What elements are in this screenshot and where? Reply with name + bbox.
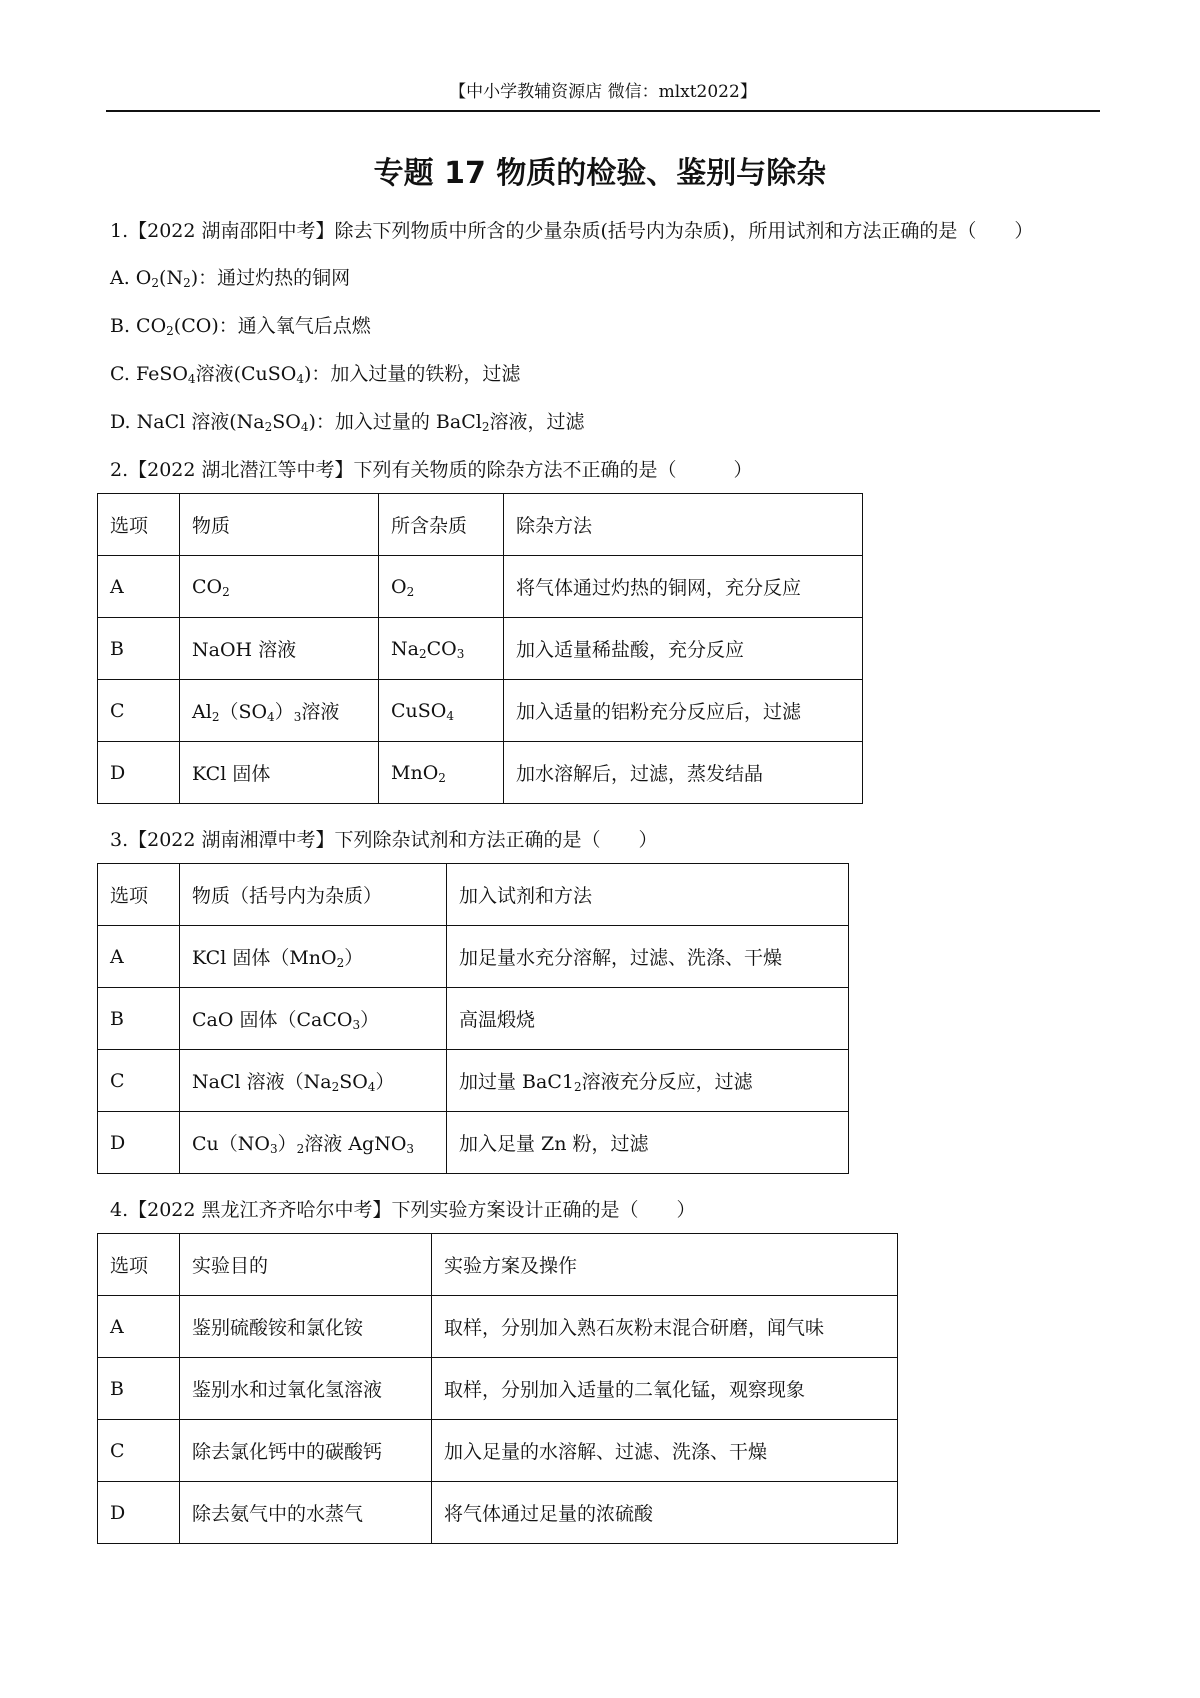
subscript: 2 [151,276,160,290]
text-segment: 溶液，过滤 [489,411,585,433]
subscript: 3 [352,1018,361,1032]
text-segment: (N [159,267,184,289]
text-segment: ） [274,701,294,723]
q2-stem: 2.【2022 湖北潜江等中考】下列有关物质的除杂方法不正确的是（ ） [110,459,753,481]
text-segment: D. NaCl 溶液(Na [110,411,265,433]
table-cell [180,742,379,804]
q1-option-b [110,313,371,339]
text-segment: KCl 固体 [192,763,271,785]
table-row [98,680,863,742]
q1-option-c [110,361,520,387]
table-cell [447,1050,849,1112]
table-cell [98,988,180,1050]
table-cell [98,742,180,804]
table-cell [379,556,504,618]
text-segment: )：加入过量的铁粉，过滤 [303,363,521,385]
page-title: 专题 17 物质的检验、鉴别与除杂 [373,156,827,191]
table-cell [98,1296,180,1358]
table-cell [98,618,180,680]
subscript: 2 [481,420,490,434]
text-segment: A [110,1315,124,1338]
table-row [98,1296,898,1358]
text-segment: B [110,1007,124,1030]
q3-table [97,863,849,1174]
text-segment: 高温煅烧 [459,1009,536,1031]
q1-option-d [110,409,585,435]
text-segment: NaCl 溶液（Na [192,1071,332,1093]
table-cell [504,494,863,556]
table-row [98,988,849,1050]
text-segment: 加过量 BaC1 [459,1071,574,1093]
subscript: 2 [211,710,220,724]
table-cell [98,1050,180,1112]
text-segment: ） [277,1133,297,1155]
text-segment: A [110,945,124,968]
text-segment: 加水溶解后，过滤，蒸发结晶 [516,763,764,785]
subscript: 2 [336,956,345,970]
subscript: 2 [406,584,415,599]
text-segment: A. O [110,267,152,289]
text-segment: B [110,637,124,660]
subscript: 4 [367,1080,376,1094]
text-segment: 溶液(CuSO [195,363,297,385]
text-segment: (CO)：通入氧气后点燃 [173,315,371,337]
text-segment: 加入适量的铝粉充分反应后，过滤 [516,701,802,723]
table-cell [432,1358,898,1420]
table-row [98,556,863,618]
subscript: 2 [183,276,191,290]
text-segment: 除去氨气中的水蒸气 [192,1503,364,1525]
table-cell [379,618,504,680]
text-segment: ） [344,947,364,969]
text-segment: 将气体通过灼热的铜网，充分反应 [516,577,802,599]
table-cell [98,1112,180,1174]
q4-table-body [98,1234,898,1544]
text-segment: B [110,1377,124,1400]
text-segment: CaO 固体（CaCO [192,1009,353,1031]
page-header: 【中小学教辅资源店 微信：mlxt2022】 [449,82,757,102]
table-cell [447,988,849,1050]
table-row [98,618,863,680]
text-segment: 加入足量 Zn 粉，过滤 [459,1133,649,1155]
table-cell [180,1296,432,1358]
subscript: 3 [406,1142,415,1156]
table-cell [180,988,447,1050]
table-cell [180,618,379,680]
table-cell [447,1112,849,1174]
table-cell [180,1420,432,1482]
subscript: 2 [264,420,273,434]
text-segment: A [110,575,124,598]
table-cell [432,1420,898,1482]
text-segment: 将气体通过足量的浓硫酸 [444,1503,654,1525]
table-row [98,926,849,988]
text-segment: C [110,1069,125,1092]
table-cell [180,926,447,988]
table-cell [98,864,180,926]
text-segment: 除去氯化钙中的碳酸钙 [192,1441,383,1463]
q3-table-body [98,864,849,1174]
table-cell [98,1234,180,1296]
text-segment: CO [192,575,223,598]
text-segment: 物质（括号内为杂质） [192,885,383,907]
subscript: 3 [269,1142,278,1156]
table-cell [504,556,863,618]
table-header-row [98,864,849,926]
table-row [98,1420,898,1482]
table-row [98,1358,898,1420]
table-cell [98,680,180,742]
text-segment: CO [426,637,457,660]
table-cell [98,1358,180,1420]
table-cell [504,618,863,680]
table-cell [379,742,504,804]
text-segment: 加入适量稀盐酸，充分反应 [516,639,745,661]
table-cell [180,556,379,618]
text-segment: B. CO [110,315,167,337]
text-segment: 选项 [110,515,149,537]
subscript: 4 [267,710,275,724]
table-cell [98,1482,180,1544]
text-segment: ） [360,1009,380,1031]
text-segment: NaOH 溶液 [192,639,297,661]
subscript: 2 [166,324,174,338]
subscript: 4 [300,420,309,434]
subscript: 2 [573,1080,582,1094]
text-segment: 取样，分别加入适量的二氧化锰，观察现象 [444,1379,806,1401]
text-segment: 实验目的 [192,1255,269,1277]
text-segment: 加足量水充分溶解，过滤、洗涤、干燥 [459,947,783,969]
text-segment: 所含杂质 [391,515,468,537]
q1-stem: 1.【2022 湖南邵阳中考】除去下列物质中所含的少量杂质(括号内为杂质)，所用试剂和方法正确的是（ ） [110,220,1034,242]
subscript: 4 [296,372,304,386]
header-divider [106,110,1100,112]
text-segment: MnO [391,761,439,784]
text-segment: （SO [219,701,268,723]
text-segment: 加入试剂和方法 [459,885,593,907]
text-segment: 除杂方法 [516,515,593,537]
text-segment: )：通过灼热的铜网 [190,267,351,289]
table-cell [180,1358,432,1420]
q2-table-body [98,494,863,804]
table-cell [379,494,504,556]
subscript: 2 [222,584,230,599]
table-cell [180,494,379,556]
table-cell [180,1050,447,1112]
text-segment: )：加入过量的 BaCl [308,411,482,433]
subscript: 2 [418,646,427,661]
table-cell [504,742,863,804]
subscript: 3 [293,710,302,724]
table-cell [379,680,504,742]
text-segment: SO [339,1071,368,1093]
table-header-row [98,1234,898,1296]
text-segment: 实验方案及操作 [444,1255,578,1277]
text-segment: C. FeSO [110,363,188,385]
table-cell [180,1234,432,1296]
table-cell [432,1482,898,1544]
text-segment: 选项 [110,885,149,907]
table-cell [98,556,180,618]
text-segment: 物质 [192,515,231,537]
text-segment: Cu（NO [192,1133,270,1155]
text-segment: C [110,699,125,722]
table-cell [432,1296,898,1358]
text-segment: D [110,761,126,784]
q4-stem: 4.【2022 黑龙江齐齐哈尔中考】下列实验方案设计正确的是（ ） [110,1199,696,1221]
subscript: 4 [446,708,455,723]
text-segment: KCl 固体（MnO [192,947,337,969]
text-segment: CuSO [391,699,447,722]
text-segment: Na [391,637,419,660]
subscript: 4 [187,372,196,386]
text-segment: 鉴别水和过氧化氢溶液 [192,1379,383,1401]
table-cell [98,1420,180,1482]
table-cell [98,926,180,988]
table-cell [432,1234,898,1296]
table-cell [447,926,849,988]
subscript: 2 [438,770,446,785]
subscript: 3 [456,646,465,661]
table-header-row [98,494,863,556]
q1-option-a [110,265,350,291]
text-segment: D [110,1131,126,1154]
text-segment: D [110,1501,126,1524]
table-row [98,1112,849,1174]
text-segment: 选项 [110,1255,149,1277]
table-row [98,1050,849,1112]
q4-table [97,1233,898,1544]
table-cell [180,864,447,926]
text-segment: ） [375,1071,395,1093]
table-cell [180,1482,432,1544]
q2-table [97,493,863,804]
text-segment: C [110,1439,125,1462]
table-cell [180,1112,447,1174]
table-row [98,1482,898,1544]
text-segment: SO [272,411,301,433]
text-segment: 溶液 AgNO [304,1133,407,1155]
text-segment: Al [192,701,212,723]
text-segment: 取样，分别加入熟石灰粉末混合研磨，闻气味 [444,1317,825,1339]
subscript: 2 [296,1142,305,1156]
table-cell [180,680,379,742]
text-segment: 鉴别硫酸铵和氯化铵 [192,1317,364,1339]
table-cell [98,494,180,556]
text-segment: O [391,575,407,598]
table-cell [504,680,863,742]
text-segment: 溶液充分反应，过滤 [581,1071,753,1093]
text-segment: 溶液 [301,701,340,723]
table-row [98,742,863,804]
table-cell [447,864,849,926]
q3-stem: 3.【2022 湖南湘潭中考】下列除杂试剂和方法正确的是（ ） [110,829,658,851]
text-segment: 加入足量的水溶解、过滤、洗涤、干燥 [444,1441,768,1463]
subscript: 2 [331,1080,340,1094]
